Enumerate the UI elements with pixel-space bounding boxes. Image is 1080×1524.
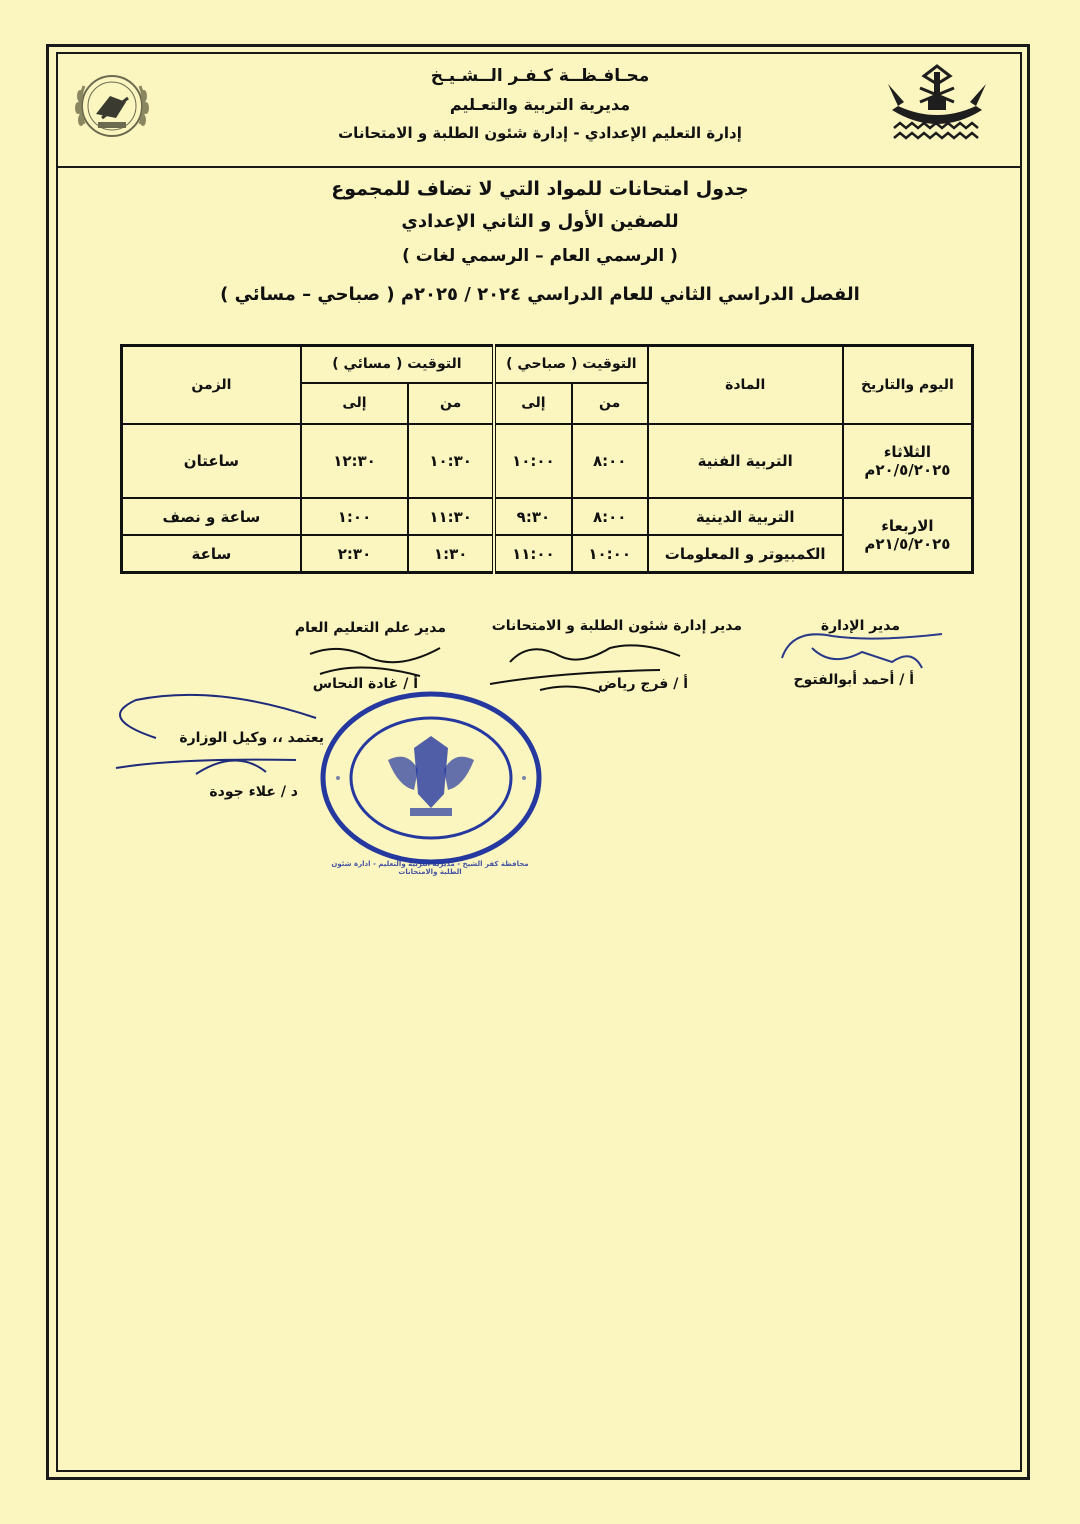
date-label: ٢٠/٥/٢٠٢٥م — [864, 461, 951, 480]
general-director-name: أ / غادة النحاس — [312, 676, 418, 692]
header-evening-from: من — [408, 383, 494, 424]
affairs-director-name: أ / فرج رياض — [598, 676, 688, 692]
official-seal-icon — [318, 690, 544, 866]
day-date-cell — [843, 424, 973, 498]
header-evening-to: إلى — [301, 383, 409, 424]
directorate-name: مديرية التربية والتعـليم — [449, 95, 631, 114]
duration-cell: ساعتان — [122, 424, 301, 498]
date-label: ٢١/٥/٢٠٢٥م — [864, 535, 951, 554]
evening-from-cell: ١٠:٣٠ — [408, 424, 494, 498]
title-line-1: جدول امتحانات للمواد التي لا تضاف للمجموع — [331, 178, 749, 200]
morning-from-cell: ٨:٠٠ — [572, 424, 648, 498]
morning-to-cell: ٩:٣٠ — [494, 498, 572, 535]
table-row — [122, 498, 973, 535]
header-evening-timing: التوقيت ( مسائي ) — [301, 346, 494, 383]
morning-to-cell: ١٠:٠٠ — [494, 424, 572, 498]
evening-from-cell: ١:٣٠ — [408, 535, 494, 572]
exam-schedule-table — [120, 344, 974, 574]
admin-director-name: أ / أحمد أبوالفتوح — [793, 672, 914, 688]
duration-cell: ساعة — [122, 535, 301, 572]
morning-from-cell: ٨:٠٠ — [572, 498, 648, 535]
subject-cell: الكمبيوتر و المعلومات — [648, 535, 843, 572]
subject-cell: التربية الفنية — [648, 424, 843, 498]
header-divider — [56, 166, 1022, 168]
title-line-2: للصفين الأول و الثاني الإعدادي — [401, 211, 679, 232]
header-morning-to: إلى — [494, 383, 572, 424]
morning-to-cell: ١١:٠٠ — [494, 535, 572, 572]
title-line-3: ( الرسمي العام – الرسمي لغات ) — [402, 246, 678, 266]
header-day-date: اليوم والتاريخ — [843, 346, 973, 424]
day-date-cell — [843, 498, 973, 572]
evening-to-cell: ١:٠٠ — [301, 498, 409, 535]
header-duration: الزمن — [122, 346, 301, 424]
approval-label: يعتمد ،، وكيل الوزارة — [179, 730, 324, 746]
subject-cell: التربية الدينية — [648, 498, 843, 535]
evening-to-cell: ٢:٣٠ — [301, 535, 409, 572]
day-label: الثلاثاء — [883, 443, 931, 462]
day-label: الاربعاء — [881, 517, 934, 536]
governorate-boat-logo-icon — [884, 62, 990, 154]
education-logo-icon — [66, 62, 158, 154]
seal-text: محافظة كفر الشيخ - مديرية التربية والتعليم - ادارة شئون الطلبة والامتحانات — [331, 860, 529, 876]
undersecretary-name: د / علاء جودة — [209, 784, 298, 800]
evening-to-cell: ١٢:٣٠ — [301, 424, 409, 498]
affairs-director-title: مدير إدارة شئون الطلبة و الامتحانات — [491, 618, 742, 634]
general-director-title: مدير علم التعليم العام — [294, 620, 446, 636]
title-line-4: الفصل الدراسي الثاني للعام الدراسي ٢٠٢٤ / ٢٠٢٥م ( صباحي – مسائي ) — [220, 284, 860, 305]
duration-cell: ساعة و نصف — [122, 498, 301, 535]
header-morning-timing: التوقيت ( صباحي ) — [494, 346, 648, 383]
header-morning-from: من — [572, 383, 648, 424]
governorate-name: محـافـظــة كـفـر الــشـيـخ — [430, 66, 650, 86]
general-signature-icon — [300, 640, 450, 684]
undersecretary-signature-icon — [96, 688, 328, 788]
evening-from-cell: ١١:٣٠ — [408, 498, 494, 535]
admin-director-title: مدير الإدارة — [820, 618, 900, 634]
administration-name: إدارة التعليم الإعدادي - إدارة شئون الطلبة و الامتحانات — [338, 124, 742, 142]
header-subject: المادة — [648, 346, 843, 424]
admin-signature-icon — [772, 618, 952, 678]
morning-from-cell: ١٠:٠٠ — [572, 535, 648, 572]
table-row — [122, 424, 973, 498]
